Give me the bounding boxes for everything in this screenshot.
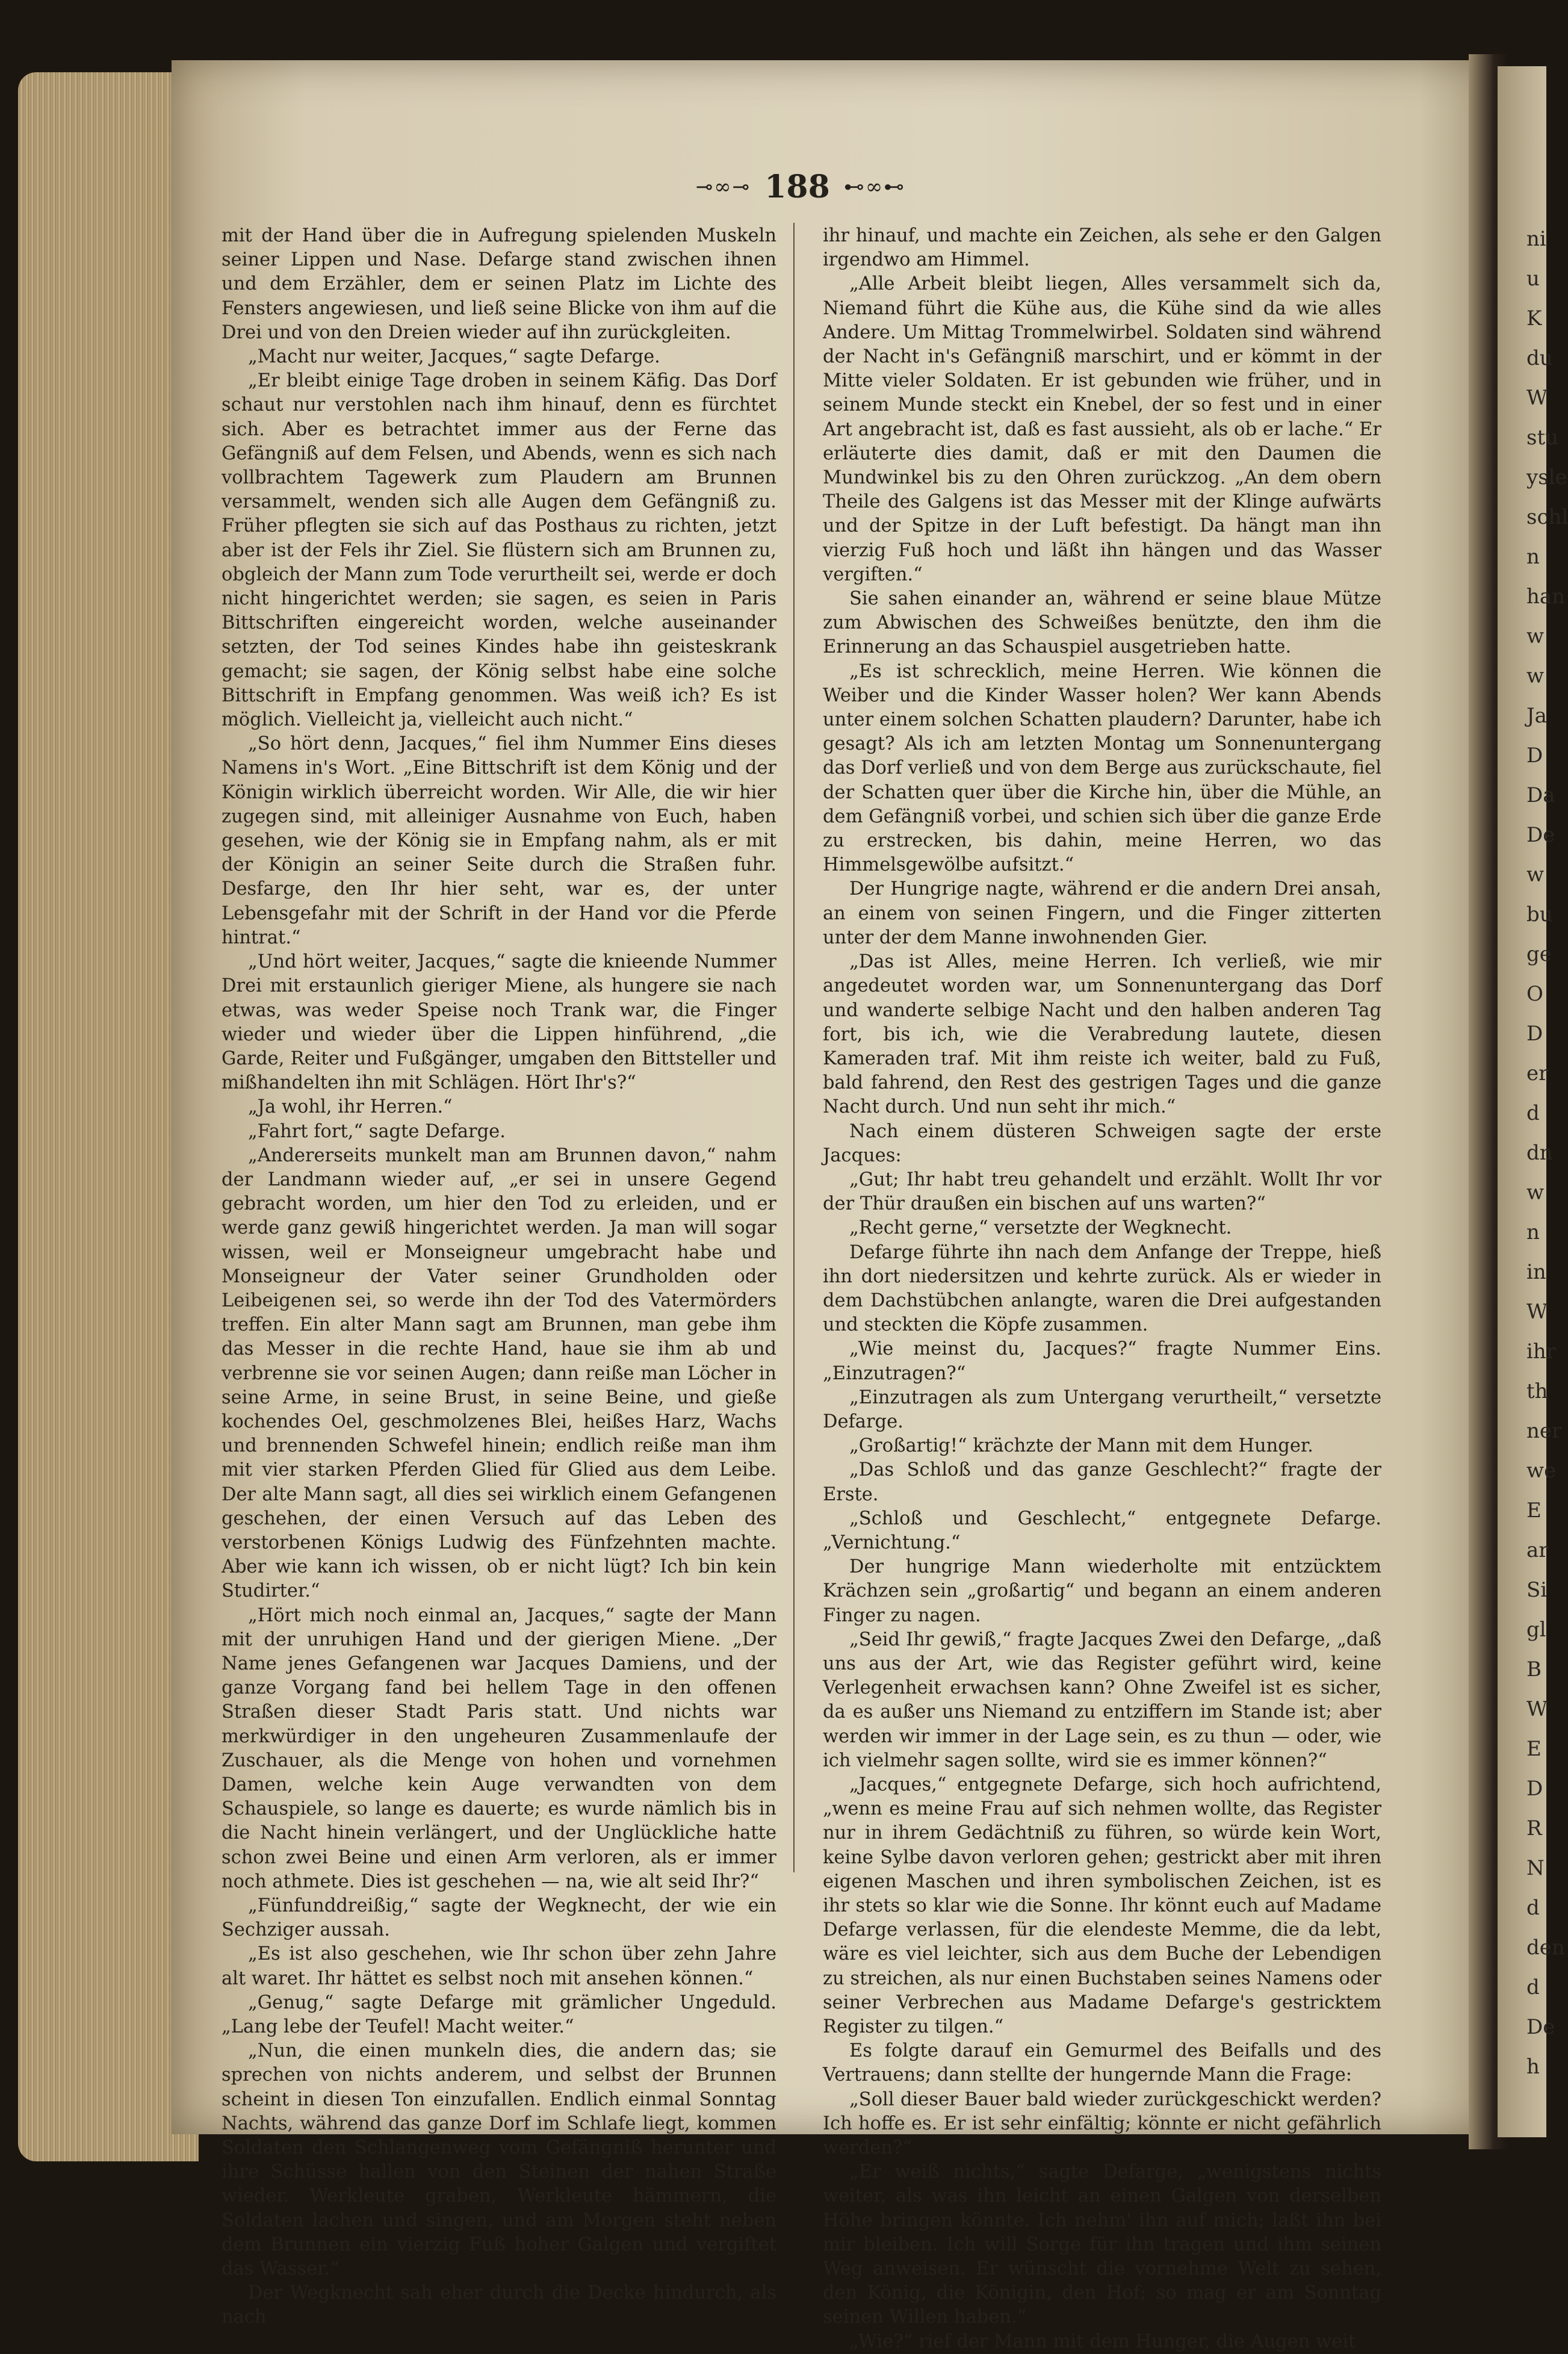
paragraph: Defarge führte ihn nach dem Anfange der Treppe, hieß ihn dort niedersitzen und kehrte zurück. Als er wieder in dem Dachstübchen anlangte, waren die Drei aufgestanden und steckten die Köpfe zusammen.	[823, 1241, 1381, 1336]
next-page-fragment: w	[1526, 624, 1545, 648]
paragraph: „Er bleibt einige Tage droben in seinem Käfig. Das Dorf schaut nur verstohlen nach ihm hinauf, denn es fürchtet sich. Aber es betrachtet immer aus der Ferne das Gefängniß auf dem Felsen, und Abends, wenn es sich nach vollbrachtem Tagewerk zum Plaudern am Brunnen versammelt, wenden sich alle Augen dem Gefängniß zu. Früher pflegten sie sich auf das Posthaus zu richten, jetzt aber ist der Fels ihr Ziel. Sie flüstern sich am Brunnen zu, obgleich der Mann zum Tode verurtheilt sei, werde er doch nicht hingerichtet werden; sie sagen, es seien in Paris Bittschriften eingereicht worden, welche auseinander setzten, der Tod seines Kindes habe ihn geisteskrank gemacht; sie sagen, der König selbst habe eine solche Bittschrift in Empfang genommen. Was weiß ich? Es ist möglich. Vielleicht ja, vielleicht auch nicht.“	[222, 370, 776, 731]
paragraph: mit der Hand über die in Aufregung spielenden Muskeln seiner Lippen und Nase. Defarge stand zwischen ihnen und dem Erzähler, dem er seinen Platz im Lichte des Fensters angewiesen, und ließ seine Blicke von ihm auf die Drei und von den Dreien wieder auf ihn zurückgleiten.	[222, 225, 776, 343]
paragraph: „Fünfunddreißig,“ sagte der Wegknecht, der wie ein Sechziger aussah.	[222, 1895, 776, 1941]
next-page-fragment: K	[1526, 306, 1542, 331]
next-page-fragment: N	[1526, 1856, 1545, 1880]
next-page-fragment: ysle	[1526, 465, 1567, 489]
paragraph: „Das Schloß und das ganze Geschlecht?“ fragte der Erste.	[823, 1459, 1381, 1505]
paragraph: „Soll dieser Bauer bald wieder zurückgeschickt werden? Ich hoffe es. Er ist sehr einfältig; könnte er nicht gefährlich werden?“	[823, 2088, 1381, 2159]
next-page-fragment: han	[1526, 585, 1566, 609]
paragraph: „Macht nur weiter, Jacques,“ sagte Defarge.	[248, 346, 660, 368]
paragraph: Nach einem düsteren Schweigen sagte der erste Jacques:	[823, 1120, 1381, 1166]
next-page-fragment: th	[1526, 1379, 1548, 1403]
left-text-column	[222, 224, 776, 2330]
next-page-fragment: in	[1526, 1260, 1546, 1284]
paragraph: „So hört denn, Jacques,“ fiel ihm Nummer Eins dieses Namens in's Wort. „Eine Bittschrift ist dem König und der Königin wirklich überreicht worden. Wir Alle, die wir hier zugegen sind, mit alleiniger Ausnahme von Euch, haben gesehen, wie der König sie in Empfang nahm, als er mit der Königin an seiner Seite durch die Straßen fuhr. Desfarge, den Ihr hier seht, war es, der unter Lebensgefahr mit der Schrift in der Hand vor die Pferde hintrat.“	[222, 733, 776, 948]
next-page-fragment: dn	[1526, 1141, 1553, 1165]
paragraph: ihr hinauf, und machte ein Zeichen, als sehe er den Galgen irgendwo am Himmel.	[823, 225, 1381, 271]
next-page-fragment: d	[1526, 1101, 1540, 1125]
next-page-fragment: ni	[1526, 227, 1546, 251]
paragraph: „Alle Arbeit bleibt liegen, Alles versammelt sich da, Niemand führt die Kühe aus, die Kühe sind da wie alles Andere. Um Mittag Trommelwirbel. Soldaten sind während der Nacht in's Gefängniß marschirt, und er kömmt in der Mitte vieler Soldaten. Er ist gebunden wie früher, und in seinem Munde steckt ein Knebel, der so fest und in einer Art angebracht ist, daß es fast aussieht, als ob er lache.“ Er erläuterte dies damit, daß er mit den Daumen die Mundwinkel bis zu den Ohren zurückzog. „An dem obern Theile des Galgens ist das Messer mit der Klinge aufwärts und der Spitze in der Luft befestigt. Da hängt man ihn vierzig Fuß hoch und läßt ihn hängen und das Wasser vergiften.“	[823, 273, 1381, 585]
next-page-fragment: schl	[1526, 505, 1568, 529]
paragraph: Sie sahen einander an, während er seine blaue Mütze zum Abwischen des Schweißes benützte, den ihm die Erinnerung an das Schauspiel ausgetrieben hatte.	[823, 588, 1381, 658]
next-page-fragment: B	[1526, 1657, 1542, 1682]
next-page-fragment: w	[1526, 1181, 1545, 1205]
paragraph: „Recht gerne,“ versetzte der Wegknecht.	[849, 1217, 1232, 1239]
paragraph: „Es ist also geschehen, wie Ihr schon über zehn Jahre alt waret. Ihr hättet es selbst noch mit ansehen können.“	[222, 1943, 776, 1989]
paragraph: „Nun, die einen munkeln dies, die andern das; sie sprechen von nichts anderem, und selbst der Brunnen scheint in diesen Ton einzufallen. Endlich einmal Sonntag Nachts, während das ganze Dorf im Schlafe liegt, kommen Soldaten den Schlangenweg vom Gefängniß herunter und ihre Schüsse hallen von den Steinen der nahen Straße wieder. Werkleute graben, Werkleute hämmern, die Soldaten lachen und singen, und am Morgen steht neben dem Brunnen ein vierzig Fuß hoher Galgen und vergiftet das Wasser.“	[222, 2040, 776, 2280]
next-page-fragment: Da	[1526, 783, 1555, 807]
paragraph: „Und hört weiter, Jacques,“ sagte die knieende Nummer Drei mit erstaunlich gieriger Miene, als hungere sie nach etwas, was weder Speise noch Trank war, die Finger wieder und wieder über die Lippen hinführend, „die Garde, Reiter und Fußgänger, umgaben den Bittsteller und mißhandelten ihn mit Schlägen. Hört Ihr's?“	[222, 951, 776, 1094]
paragraph: Es folgte darauf ein Gemurmel des Beifalls und des Vertrauens; dann stellte der hungernde Mann die Frage:	[823, 2040, 1381, 2086]
next-page-fragment: n	[1526, 1220, 1540, 1244]
page-header	[650, 169, 951, 211]
next-page-fragment: ar	[1526, 1538, 1549, 1562]
next-page-fragment: D	[1526, 744, 1543, 768]
next-page-fragment: ner	[1526, 1419, 1562, 1443]
paragraph: „Fahrt fort,“ sagte Defarge.	[248, 1120, 506, 1142]
next-page-sliver	[1498, 66, 1568, 2137]
next-page-fragment: W	[1526, 1300, 1548, 1324]
next-page-fragment: d	[1526, 1896, 1540, 1920]
paragraph: „Wie meinst du, Jacques?“ fragte Nummer Eins. „Einzutragen?“	[823, 1338, 1381, 1384]
paragraph: „Wie?“ rief der Mann mit dem Hunger, die Augen weit	[849, 2331, 1356, 2352]
next-page-fragment: D	[1526, 1777, 1543, 1801]
next-page-fragment: du	[1526, 346, 1553, 370]
paragraph: „Gut; Ihr habt treu gehandelt und erzählt. Wollt Ihr vor der Thür draußen ein bischen auf uns warten?“	[823, 1169, 1381, 1215]
next-page-fragment: h	[1526, 2055, 1540, 2079]
next-page-fragment: R	[1526, 1816, 1542, 1840]
next-page-fragment: ihr	[1526, 1340, 1557, 1364]
next-page-fragment: d	[1526, 1975, 1540, 1999]
paragraph: „Andererseits munkelt man am Brunnen davon,“ nahm der Landmann wieder auf, „er sei in unsere Gegend gebracht worden, um hier den Tod zu erleiden, und er werde ganz gewiß hingerichtet werden. Ja man will sogar wissen, weil er Monseigneur umgebracht habe und Monseigneur der Vater seiner Grundholden oder Leibeigenen sei, so werde ihn der Tod des Vatermörders treffen. Ein alter Mann sagt am Brunnen, man gebe ihm das Messer in die rechte Hand, haue sie ihm ab und verbrenne sie vor seinen Augen; dann reiße man Löcher in seine Arme, in seine Brust, in seine Beine, und gieße kochendes Oel, geschmolzenes Blei, heißes Harz, Wachs und brennenden Schwefel hinein; endlich reiße man ihm mit vier starken Pferden Glied für Glied aus dem Leibe. Der alte Mann sagt, all dies sei wirklich einem Gefangenen geschehen, der einen Versuch auf das Leben des verstorbenen Königs Ludwig des Fünfzehnten machte. Aber wie kann ich wissen, ob er nicht lügt? Ich bin kein Studirter.“	[222, 1144, 776, 1602]
page-number: 188	[764, 169, 830, 205]
next-page-fragment: D	[1526, 1022, 1543, 1046]
next-page-fragment: E	[1526, 1737, 1542, 1761]
paragraph: „Ja wohl, ihr Herren.“	[248, 1096, 453, 1118]
next-page-fragment: w	[1526, 664, 1545, 688]
next-page-fragment: w	[1526, 863, 1545, 887]
paragraph: „Jacques,“ entgegnete Defarge, sich hoch aufrichtend, „wenn es meine Frau auf sich nehmen wollte, das Register nur in ihrem Gedächtniß zu führen, so würde kein Wort, keine Sylbe davon verloren gehen; gestrickt aber mit ihren eigenen Maschen und ihren symbolischen Zeichen, ist es ihr stets so klar wie die Sonne. Ihr könnt euch auf Madame Defarge verlassen, für die elendeste Memme, die da lebt, wäre es viel leichter, sich aus dem Buche der Lebendigen zu streichen, als nur einen Buchstaben seines Namens oder seiner Verbrechen aus Madame Defarge's gestricktem Register zu tilgen.“	[823, 1774, 1381, 2038]
paragraph: „Es ist schrecklich, meine Herren. Wie können die Weiber und die Kinder Wasser holen? Wer kann Abends unter einem solchen Schatten plaudern? Darunter, habe ich gesagt? Als ich am letzten Montag um Sonnenuntergang das Dorf verließ und von dem Berge aus zurückschaute, fiel der Schatten quer über die Kirche hin, über die Mühle, an dem Gefängniß vorbei, und schien sich über die ganze Erde zu erstrecken, bis dahin, meine Herren, wo das Himmelsgewölbe aufsitzt.“	[823, 660, 1381, 876]
next-page-fragment: W	[1526, 1697, 1548, 1721]
paragraph: „Genug,“ sagte Defarge mit grämlicher Ungeduld. „Lang lebe der Teufel! Macht weiter.“	[222, 1992, 776, 2038]
paragraph: Der Wegknecht sah eher durch die Decke hindurch, als nach	[222, 2282, 776, 2328]
column-divider	[793, 223, 795, 1872]
ornament-left: ⊸∞⊸	[695, 175, 751, 199]
next-page-fragment: W	[1526, 386, 1548, 410]
next-page-fragment: den	[1526, 1936, 1565, 1960]
paragraph: Der Hungrige nagte, während er die andern Drei ansah, an einem von seinen Fingern, und die Finger zitterten unter der dem Manne inwohnenden Gier.	[823, 878, 1381, 948]
paragraph: „Seid Ihr gewiß,“ fragte Jacques Zwei den Defarge, „daß uns aus der Art, wie das Register geführt wird, keine Verlegenheit erwachsen kann? Ohne Zweifel ist es sicher, da es außer uns Niemand zu entziffern im Stande ist; aber werden wir immer in der Lage sein, es zu thun — oder, wie ich vielmehr sagen sollte, wird sie es immer können?“	[823, 1629, 1381, 1771]
paragraph: „Einzutragen als zum Untergang verurtheilt,“ versetzte Defarge.	[823, 1387, 1381, 1432]
next-page-fragment: E	[1526, 1498, 1542, 1523]
right-text-column	[823, 224, 1381, 2354]
paragraph: „Das ist Alles, meine Herren. Ich verließ, wie mir angedeutet worden war, um Sonnenuntergang das Dorf und wanderte selbige Nacht und den halben anderen Tag fort, bis ich, wie die Verabredung lautete, diesen Kameraden traf. Mit ihm reiste ich weiter, bald zu Fuß, bald fahrend, den Rest des gestrigen Tages und die ganze Nacht durch. Und nun seht ihr mich.“	[823, 951, 1381, 1118]
paragraph: „Hört mich noch einmal an, Jacques,“ sagte der Mann mit der unruhigen Hand und der gierigen Miene. „Der Name jenes Gefangenen war Jacques Damiens, und der ganze Vorgang fand bei hellem Tage in den offenen Straßen dieser Stadt Paris statt. Und nichts war merkwürdiger in den ungeheuren Zusammenlaufe der Zuschauer, als die Menge von hohen und vornehmen Damen, welche kein Auge verwandten von dem Schauspiele, so lange es dauerte; es wurde nämlich bis in die Nacht hinein verlängert, und der Unglückliche hatte schon zwei Beine und einen Arm verloren, als er immer noch athmete. Dies ist geschehen — na, wie alt seid Ihr?“	[222, 1604, 776, 1892]
paragraph: „Großartig!“ krächzte der Mann mit dem Hunger.	[849, 1435, 1313, 1457]
paragraph: „Schloß und Geschlecht,“ entgegnete Defarge. „Vernichtung.“	[823, 1508, 1381, 1553]
paragraph: „Er weiß nichts,“ sagte Defarge, „wenigstens nichts weiter, als was ihn leicht an einen Galgen von derselben Höhe bringen könnte. Ich nehm' ihn auf mich; laßt ihn bei mir bleiben. Ich will Sorge für ihn tragen und ihm seinen Weg anweisen. Er wünscht die vornehme Welt zu sehen, den König, die Königin, den Hof; so mag er am Sonntag seinen Willen haben.“	[823, 2161, 1381, 2328]
next-page-fragment: De	[1526, 823, 1555, 847]
next-page-fragment: Si	[1526, 1578, 1548, 1602]
paragraph: Der hungrige Mann wiederholte mit entzücktem Krächzen sein „großartig“ und begann an einem anderen Finger zu nagen.	[823, 1556, 1381, 1626]
next-page-fragment: gl	[1526, 1618, 1546, 1642]
next-page-fragment: Ja	[1526, 704, 1547, 728]
next-page-fragment: De	[1526, 2015, 1555, 2039]
next-page-fragment: n	[1526, 545, 1540, 569]
next-page-fragment: er	[1526, 1061, 1549, 1085]
next-page-fragment: O	[1526, 982, 1543, 1006]
next-page-fragment: ge	[1526, 942, 1552, 966]
next-page-fragment: bu	[1526, 902, 1553, 927]
next-page-fragment: we	[1526, 1459, 1557, 1483]
next-page-fragment: u	[1526, 267, 1540, 291]
next-page-fragment: stu	[1526, 426, 1559, 450]
ornament-right: ⊷∞⊷	[843, 175, 906, 199]
